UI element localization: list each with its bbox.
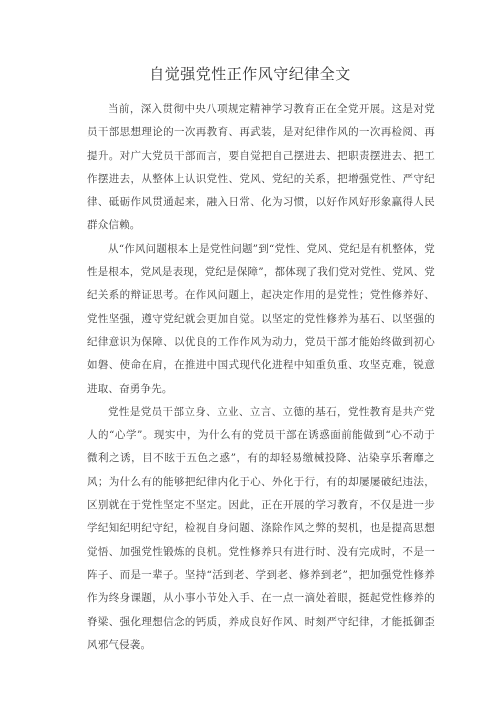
paragraph-2: 从“作风问题根本上是党性问题”到“党性、党风、党纪是有机整体，党性是根本，党风是表现，党纪是保障”，都体现了我们党对党性、党风、党纪关系的辩证思考。在作风问题上，起决定作用的是党性；党性修养好、党性坚强，遵守党纪就会更加自觉。以坚定的党性修养为基石、以坚强的纪律意识为保障、以优良的工作作风为动力，党员干部才能始终做到初心如磐、使命在肩，在推进中国式现代化进程中知重负重、攻坚克难，锐意进取、奋勇争先。: [87, 242, 436, 395]
document-title: 自觉强党性正作风守纪律全文: [149, 65, 351, 83]
document-body: [87, 98, 435, 657]
paragraph-1: 当前，深入贯彻中央八项规定精神学习教育正在全党开展。这是对党员干部思想理论的一次再教育、再武装，是对纪律作风的一次再检阅、再提升。对广大党员干部而言，要自觉把自己摆进去、把职责摆进去、把工作摆进去，从整体上认识党性、党风、党纪的关系，把增强党性、严守纪律、砥砺作风贯通起来，融入日常、化为习惯，以好作风好形象赢得人民群众信赖。: [87, 103, 435, 232]
paragraph-3: 党性是党员干部立身、立业、立言、立德的基石，党性教育是共产党人的“心学”。现实中，为什么有的党员干部在诱惑面前能做到“心不动于微利之诱，目不眩于五色之惑”，有的却轻易缴械投降、沾染享乐奢靡之风；为什么有的能够把纪律内化于心、外化于行，有的却屡屡破纪违法，区别就在于党性坚定不坚定。因此，正在开展的学习教育，不仅是进一步学纪知纪明纪守纪，检视自身问题、涤除作风之弊的契机，也是提高思想觉悟、加强党性锻炼的良机。党性修养只有进行时、没有完成时，不是一阵子、而是一辈子。坚持“活到老、学到老、修养到老”，把加强党性修养作为终身课题，从小事小节处入手、在一点一滴处着眼，挺起党性修养的脊梁、强化理想信念的钙质，养成良好作风、时刻严守纪律，才能抵御歪风邪气侵袭。: [87, 405, 435, 651]
